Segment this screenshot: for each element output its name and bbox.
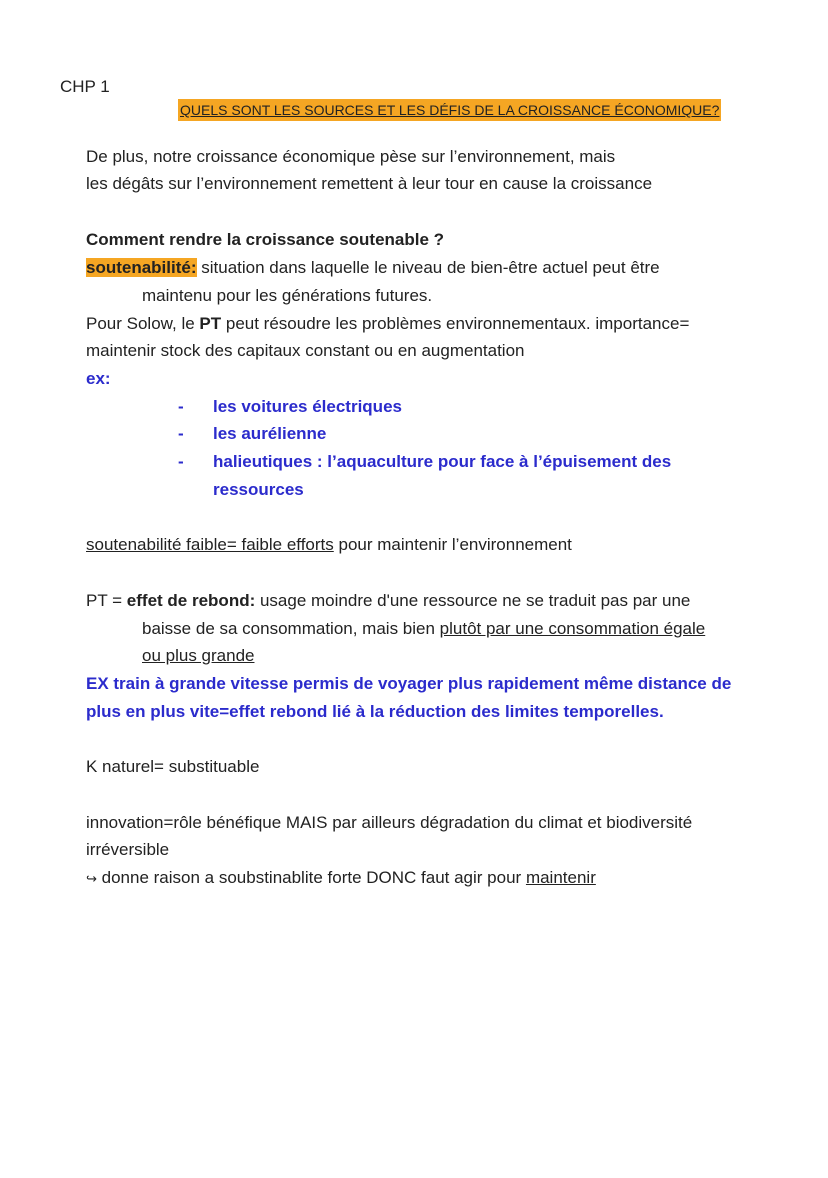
innovation-text-3a: donne raison a soubstinablite forte DONC faut agir pour	[96, 868, 526, 887]
solow-text-a: Pour Solow, le	[86, 314, 200, 333]
solow-line-1	[86, 313, 689, 335]
section-question: Comment rendre la croissance soutenable ?	[86, 230, 445, 249]
weak-sustainability	[86, 534, 572, 556]
example-item: halieutiques : l’aquaculture pour face à l’épuisement des	[213, 452, 672, 471]
example-item: les voitures électriques	[213, 397, 402, 416]
rebound-term: effet de rebond:	[126, 591, 256, 610]
chapter-label: CHP 1	[60, 77, 110, 96]
rebound-prefix: PT =	[86, 591, 127, 610]
rebound-line-3: ou plus grande	[142, 646, 255, 665]
examples-label: ex:	[86, 369, 111, 388]
innovation-line-1: innovation=rôle bénéfique MAIS par ailleurs dégradation du climat et biodiversité	[86, 813, 693, 832]
definition-line-1	[86, 257, 660, 279]
definition-term: soutenabilité:	[86, 258, 197, 277]
rebound-text-2a: baisse de sa consommation, mais bien	[142, 619, 440, 638]
rebound-line-1	[86, 590, 690, 612]
innovation-line-3	[86, 867, 596, 891]
intro-line-2: les dégâts sur l’environnement remettent à leur tour en cause la croissance	[86, 174, 653, 193]
definition-line-2: maintenu pour les générations futures.	[142, 286, 433, 305]
page-title: QUELS SONT LES SOURCES ET LES DÉFIS DE LA CROISSANCE ÉCONOMIQUE?	[178, 99, 721, 121]
bullet-1: -	[178, 397, 184, 416]
rebound-example-line-2: plus en plus vite=effet rebond lié à la réduction des limites temporelles.	[86, 702, 664, 721]
definition-text-1: situation dans laquelle le niveau de bien-être actuel peut être	[196, 258, 660, 277]
solow-text-c: peut résoudre les problèmes environnementaux. importance=	[221, 314, 690, 333]
solow-line-2: maintenir stock des capitaux constant ou en augmentation	[86, 341, 525, 360]
example-item: les aurélienne	[213, 424, 327, 443]
natural-capital: K naturel= substituable	[86, 757, 260, 776]
example-item-continued: ressources	[213, 480, 304, 499]
solow-pt: PT	[199, 314, 222, 333]
rebound-line-2	[142, 618, 705, 640]
rebound-text-1: usage moindre d'une ressource ne se traduit pas par une	[255, 591, 691, 610]
innovation-line-2: irréversible	[86, 840, 170, 859]
innovation-text-3b: maintenir	[525, 868, 596, 887]
weak-underlined: soutenabilité faible= faible efforts	[86, 535, 334, 554]
intro-line-1: De plus, notre croissance économique pèse sur l’environnement, mais	[86, 147, 616, 166]
rebound-example-line-1: EX train à grande vitesse permis de voyager plus rapidement même distance de	[86, 674, 732, 693]
bullet-2: -	[178, 424, 184, 443]
rebound-text-2b: plutôt par une consommation égale	[439, 619, 706, 638]
weak-rest: pour maintenir l’environnement	[333, 535, 572, 554]
return-arrow-icon: ↪	[86, 872, 97, 887]
bullet-3: -	[178, 452, 184, 471]
